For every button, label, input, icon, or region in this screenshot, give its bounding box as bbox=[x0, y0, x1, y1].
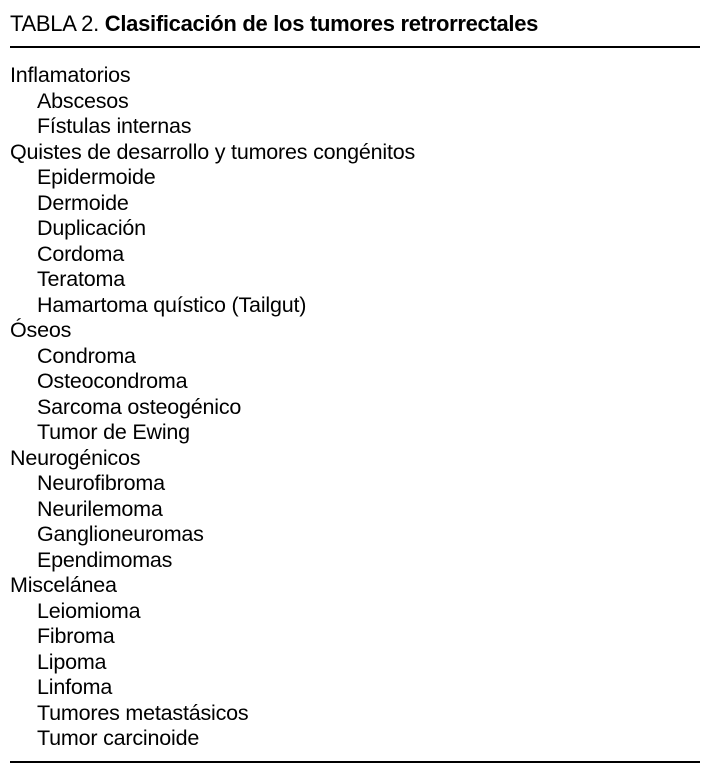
category-item: Sarcoma osteogénico bbox=[37, 394, 242, 419]
category-item: Epidermoide bbox=[37, 165, 156, 189]
table-label: TABLA 2. bbox=[10, 11, 99, 36]
category-item: Lipoma bbox=[37, 649, 107, 674]
category-item: Teratoma bbox=[37, 267, 126, 291]
category-item: Fibroma bbox=[37, 624, 115, 648]
category-item: Tumor carcinoide bbox=[37, 726, 200, 750]
category-item: Cordoma bbox=[37, 241, 125, 266]
category-title: Óseos bbox=[10, 318, 72, 342]
category-title: Inflamatorios bbox=[10, 63, 131, 87]
category-item: Dermoide bbox=[37, 190, 129, 215]
classification-table bbox=[10, 11, 700, 763]
category-group bbox=[10, 140, 700, 319]
category-item: Ependimomas bbox=[37, 547, 173, 572]
table-body bbox=[10, 48, 700, 761]
category-item: Linfoma bbox=[37, 675, 113, 699]
category-group bbox=[10, 573, 700, 752]
bottom-rule bbox=[10, 761, 700, 763]
category-group bbox=[10, 446, 700, 574]
table-title: Clasificación de los tumores retrorrectales bbox=[104, 11, 539, 36]
category-item: Condroma bbox=[37, 343, 136, 368]
category-item: Abscesos bbox=[37, 88, 129, 113]
category-title: Neurogénicos bbox=[10, 445, 141, 470]
category-item: Tumor de Ewing bbox=[37, 420, 190, 444]
category-item: Neurilemoma bbox=[37, 496, 163, 521]
category-title: Quistes de desarrollo y tumores congénitos bbox=[10, 139, 416, 164]
category-item: Fístulas internas bbox=[37, 114, 192, 138]
category-item: Tumores metastásicos bbox=[37, 700, 249, 725]
table-caption bbox=[10, 11, 700, 39]
category-group bbox=[10, 63, 700, 140]
category-item: Neurofibroma bbox=[37, 471, 165, 495]
category-group bbox=[10, 318, 700, 446]
category-item: Hamartoma quístico (Tailgut) bbox=[37, 292, 307, 317]
category-title: Miscelánea bbox=[10, 573, 117, 597]
category-item: Osteocondroma bbox=[37, 369, 188, 393]
category-item: Ganglioneuromas bbox=[37, 522, 204, 546]
category-item: Leiomioma bbox=[37, 598, 141, 623]
category-item: Duplicación bbox=[37, 216, 146, 240]
